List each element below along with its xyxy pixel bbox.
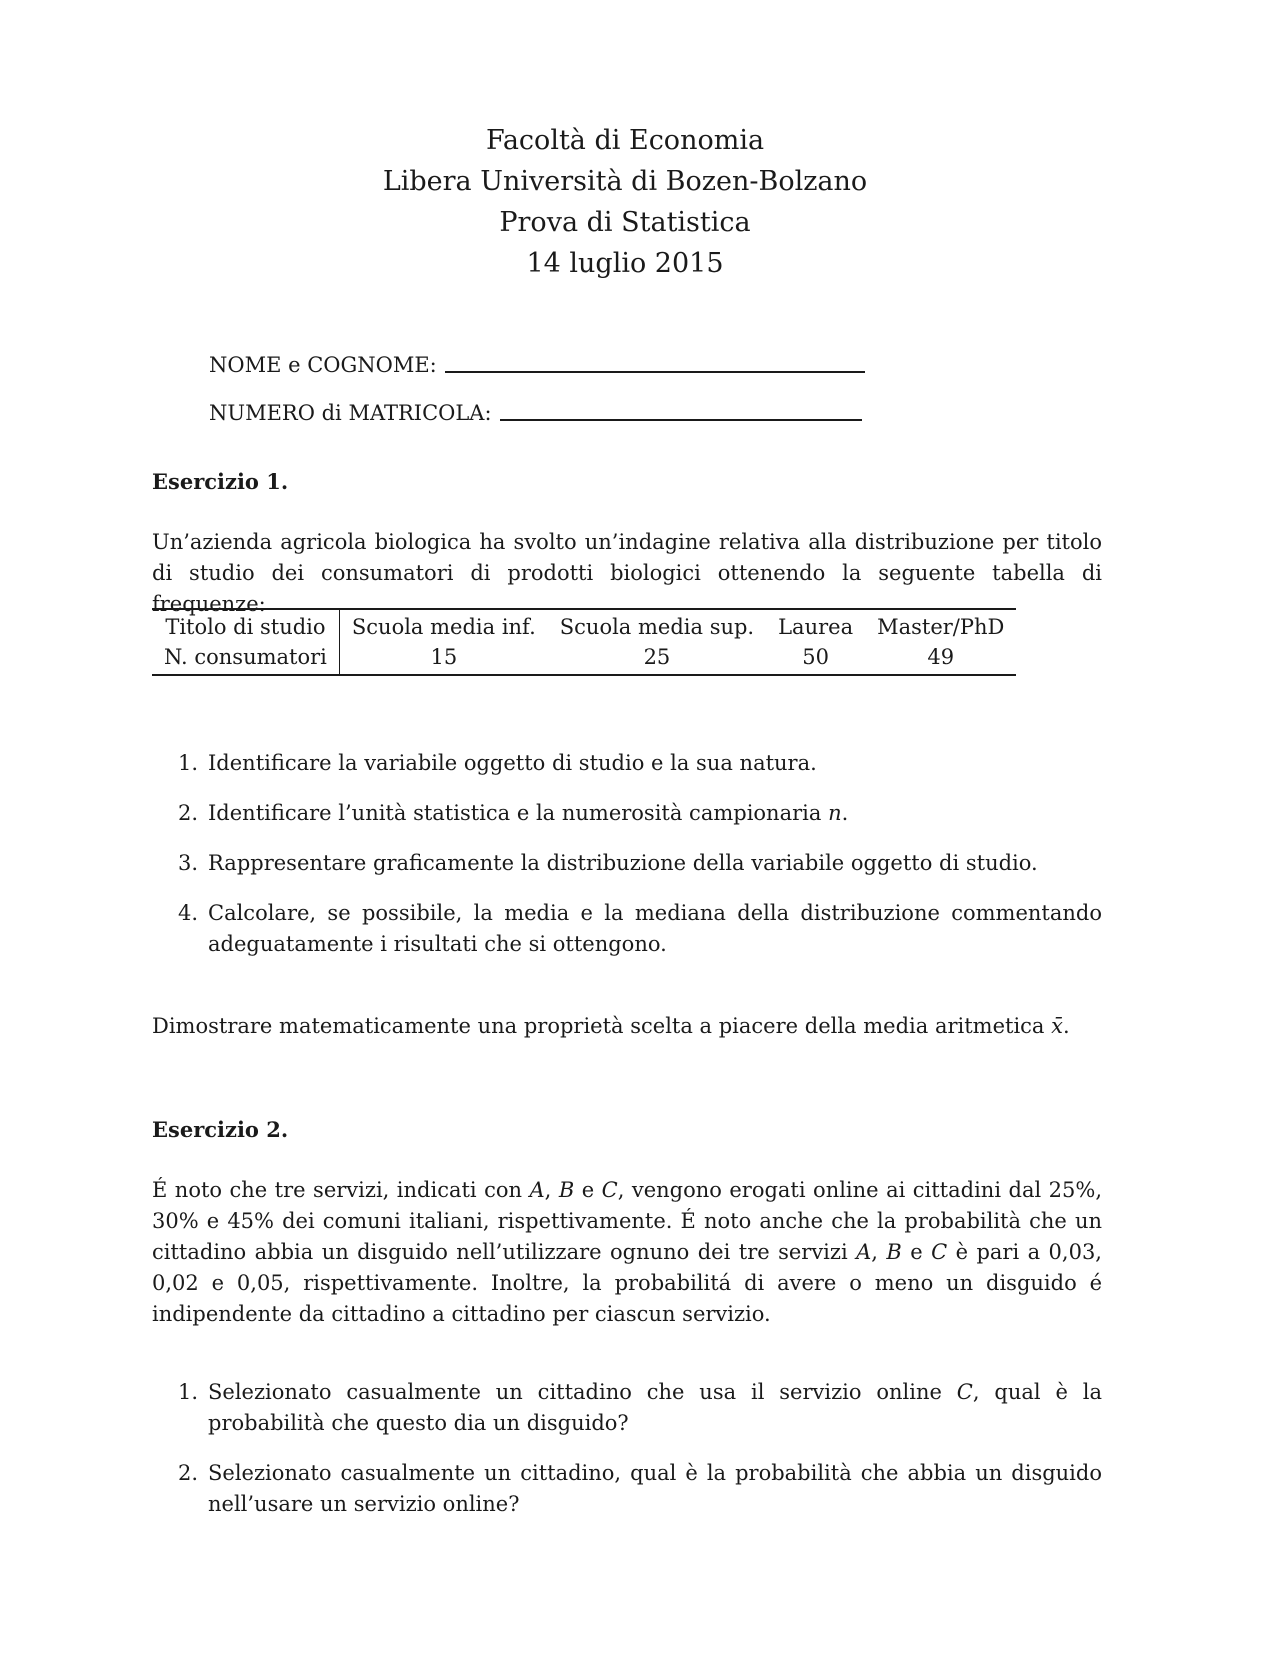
table-row-header: Titolo di studio <box>152 610 339 642</box>
exercise-2-questions <box>152 1377 1102 1520</box>
math-symbol: B <box>558 1178 575 1202</box>
closing-text: Dimostrare matematicamente una proprietà scelta a piacere della media aritmetica <box>152 1014 1052 1038</box>
math-symbol: C <box>601 1178 618 1202</box>
question-text: Rappresentare graficamente la distribuzione della variabile oggetto di studio. <box>208 851 1038 875</box>
question-text-end: , qual è la probabilità che questo dia un disguido? <box>208 1380 1102 1435</box>
question-text: Identificare la variabile oggetto di studio e la sua natura. <box>208 751 817 775</box>
math-symbol: x̄ <box>1051 1014 1063 1038</box>
question-text: Selezionato casualmente un cittadino che usa il servizio online <box>208 1380 957 1404</box>
exam-title: Prova di Statistica <box>499 207 751 238</box>
student-fields <box>209 333 909 429</box>
math-symbol: n <box>828 801 842 825</box>
table-column-header: Scuola media sup. <box>559 615 755 639</box>
exam-date: 14 luglio 2015 <box>526 248 724 279</box>
question-number: 1. <box>178 751 199 775</box>
document-header <box>0 120 1250 284</box>
exercise-2-title-block <box>152 1114 1102 1145</box>
math-symbol: C <box>931 1240 948 1264</box>
exercise-1-intro-block <box>152 527 1102 620</box>
table-column-header: Scuola media inf. <box>351 615 536 639</box>
question-number: 2. <box>178 1461 199 1485</box>
table-cell: 50 <box>802 645 829 669</box>
table-cell: 49 <box>927 645 955 669</box>
exercise-2-intro <box>152 1175 1102 1330</box>
question-number: 2. <box>178 801 199 825</box>
name-field-row <box>209 333 909 381</box>
question-text: Selezionato casualmente un cittadino, qual è la probabilità che abbia un disguido nell’usare un servizio online? <box>208 1461 1102 1516</box>
table-row-header: N. consumatori <box>152 642 339 674</box>
exercise-1-questions-block <box>152 748 1102 960</box>
university-name: Libera Università di Bozen-Bolzano <box>382 166 868 197</box>
list-item <box>152 748 1102 779</box>
list-item <box>152 798 1102 829</box>
closing-text-end: . <box>1062 1014 1070 1038</box>
matricola-input-line[interactable] <box>500 395 862 421</box>
exercise-2-questions-block <box>152 1377 1102 1520</box>
exercise-2-title: Esercizio 2. <box>152 1117 289 1142</box>
exercise-2-intro-block <box>152 1175 1102 1330</box>
frequency-table-block <box>152 608 1102 685</box>
intro-text: , <box>544 1178 559 1202</box>
exercise-1-intro: Un’azienda agricola biologica ha svolto un’indagine relativa alla distribuzione per titolo di studio dei consumatori di prodotti biologici ottenendo la seguente tabella di frequenze: <box>152 530 1102 616</box>
math-symbol: A <box>529 1178 545 1202</box>
intro-text: e <box>901 1240 932 1264</box>
table-row <box>152 642 1016 674</box>
exercise-1-questions <box>152 748 1102 960</box>
exercise-1-title: Esercizio 1. <box>152 469 289 494</box>
question-number: 4. <box>178 901 199 925</box>
exercise-1-closing-block <box>152 1011 1102 1042</box>
math-symbol: A <box>856 1240 872 1264</box>
intro-text: , <box>871 1240 887 1264</box>
intro-text: è pari a 0,03, 0,02 e 0,05, rispettivamente. Inoltre, la probabilitá di avere o meno un disguido é indipendente da cittadino a cittadino per ciascun servizio. <box>152 1240 1102 1326</box>
list-item <box>152 1458 1102 1520</box>
question-text: Calcolare, se possibile, la media e la mediana della distribuzione commentando adeguatamente i risultati che si ottengono. <box>208 901 1102 956</box>
list-item <box>152 848 1102 879</box>
question-number: 1. <box>178 1380 199 1404</box>
exercise-1-title-block <box>152 466 1102 497</box>
name-label: NOME e COGNOME: <box>209 353 437 377</box>
table-cell: 25 <box>643 645 671 669</box>
math-symbol: B <box>886 1240 902 1264</box>
matricola-label: NUMERO di MATRICOLA: <box>209 401 492 425</box>
question-text: Identificare l’unità statistica e la numerosità campionaria <box>208 801 829 825</box>
table-cell: 15 <box>430 645 458 669</box>
intro-text: e <box>574 1178 602 1202</box>
table-column-header: Laurea <box>778 615 854 639</box>
name-input-line[interactable] <box>445 347 865 373</box>
frequency-table <box>152 610 1016 674</box>
table-row <box>152 610 1016 642</box>
intro-text: , vengono erogati online ai cittadini dal 25%, 30% e 45% dei comuni italiani, rispettivamente. É noto anche che la probabilità che un cittadino abbia un disguido nell’utilizzare ognuno dei tre servizi <box>152 1178 1102 1264</box>
question-text-end: . <box>841 801 849 825</box>
intro-text: É noto che tre servizi, indicati con <box>152 1178 530 1202</box>
math-symbol: C <box>956 1380 973 1404</box>
faculty-name: Facoltà di Economia <box>485 125 765 156</box>
frequency-table-frame <box>152 608 1016 676</box>
question-number: 3. <box>178 851 199 875</box>
matricola-field-row <box>209 381 909 429</box>
exercise-1-closing <box>152 1011 1102 1042</box>
list-item <box>152 1377 1102 1439</box>
list-item <box>152 898 1102 960</box>
table-column-header: Master/PhD <box>877 615 1005 639</box>
